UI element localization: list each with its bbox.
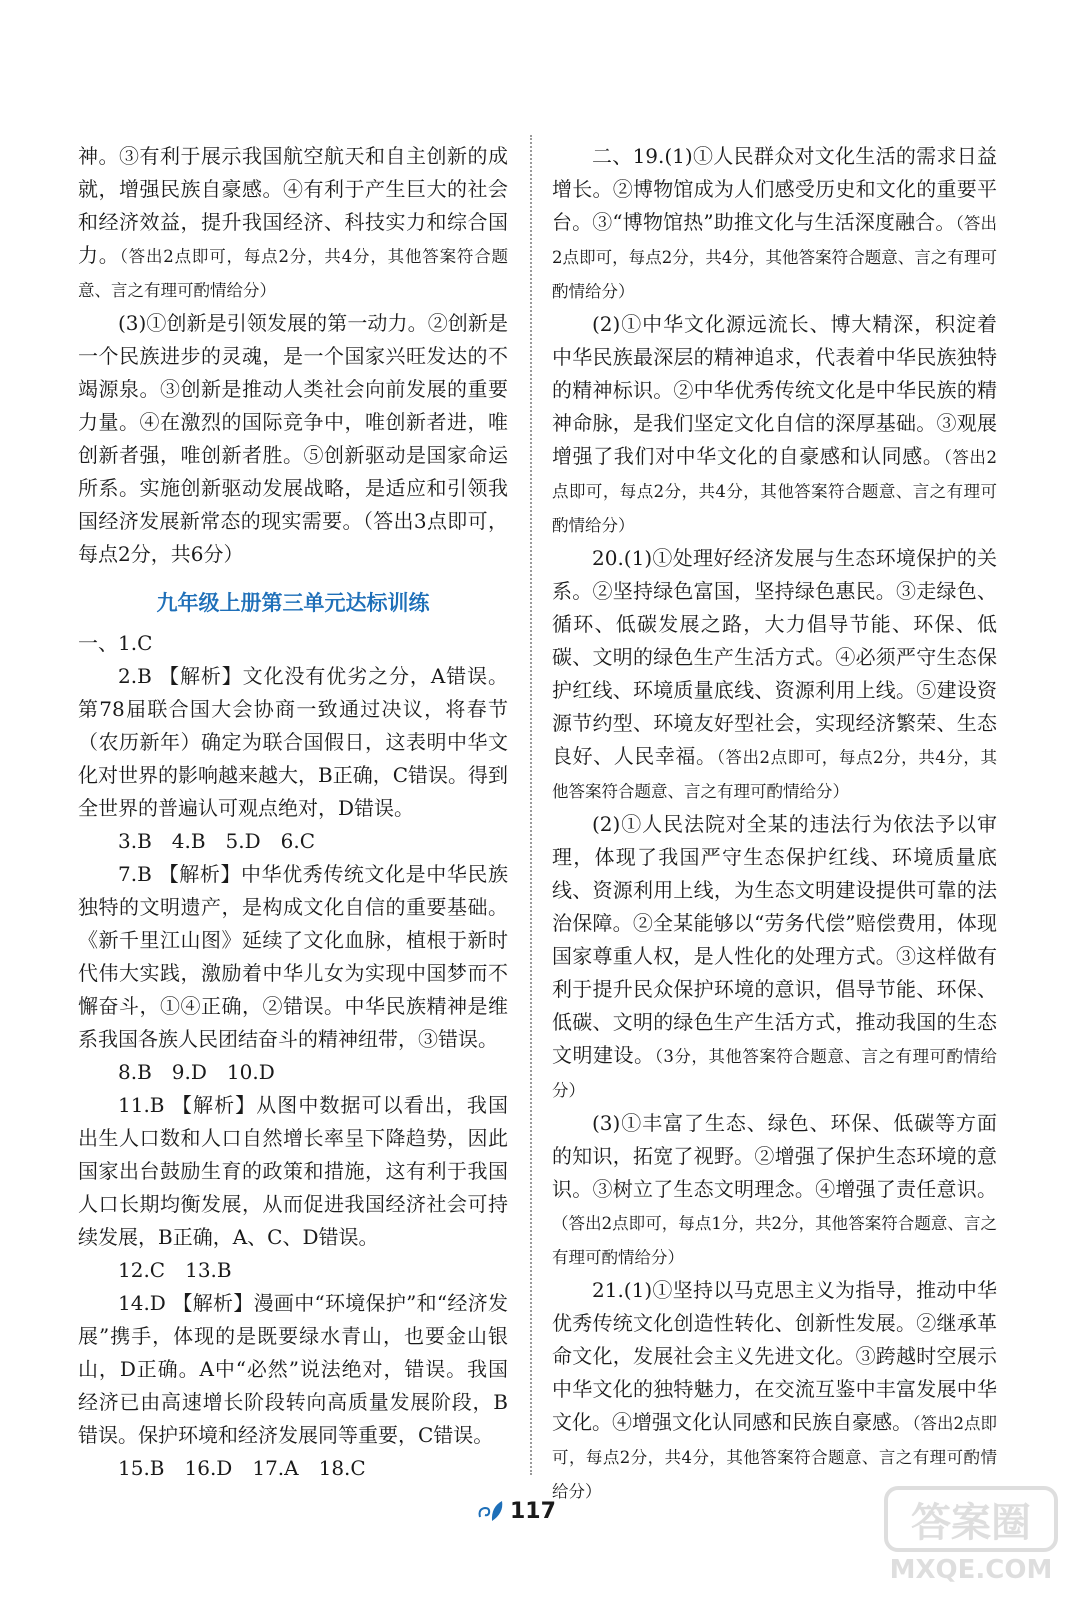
- answer-paragraph: 神。③有利于展示我国航空航天和自主创新的成就，增强民族自豪感。④有利于产生巨大的社会和经济效益，提升我国经济、科技实力和综合国力。（答出2点即可，每点2分，共4分，其他答案符合题意、言之有理可酌情给分）: [78, 144, 508, 300]
- answer-paragraph: (3)①丰富了生态、绿色、环保、低碳等方面的知识，拓宽了视野。②增强了保护生态环境的意识。③树立了生态文明理念。④增强了责任意识。（答出2点即可，每点1分，共2分，其他答案符合题意、言之有理可酌情给分）: [552, 1111, 997, 1267]
- answer-paragraph: (2)①人民法院对全某的违法行为依法予以审理，体现了我国严守生态保护红线、环境质量底线、资源利用上线，为生态文明建设提供可靠的法治保障。②全某能够以“劳务代偿”赔偿费用，体现国家尊重人权，是人性化的处理方式。③这样做有利于提升民众保护环境的意识，倡导节能、环保、低碳、文明的绿色生产生活方式，推动我国的生态文明建设。（3分，其他答案符合题意、言之有理可酌情给分）: [552, 812, 998, 1100]
- answer-line: 一、1.C: [78, 631, 153, 655]
- answer-paragraph: 二、19.(1)①人民群众对文化生活的需求日益增长。②博物馆成为人们感受历史和文化的重要平台。③“博物馆热”助推文化与生活深度融合。（答出2点即可，每点2分，共4分，其他答案符合题意、言之有理可酌情给分）: [552, 144, 998, 301]
- column-divider: [530, 135, 532, 1475]
- answer-line: 15.B 16.D 17.A 18.C: [118, 1456, 366, 1480]
- answer-paragraph: 14.D 【解析】漫画中“环境保护”和“经济发展”携手，体现的是既要绿水青山，也要金山银山，D正确。A中“必然”说法绝对，错误。我国经济已由高速增长阶段转向高质量发展阶段，B错误。保护环境和经济发展同等重要，C错误。: [78, 1291, 508, 1447]
- answer-paragraph: 21.(1)①坚持以马克思主义为指导，推动中华优秀传统文化创造性转化、创新性发展。②继承革命文化，发展社会主义先进文化。③跨越时空展示中华文化的独特魅力，在交流互鉴中丰富发展中华文化。④增强文化认同感和民族自豪感。（答出2点即可，每点2分，共4分，其他答案符合题意、言之有理可酌情给分）: [552, 1278, 998, 1501]
- section-title: 九年级上册第三单元达标训练: [156, 591, 430, 615]
- answer-paragraph: 2.B 【解析】文化没有优劣之分，A错误。第78届联合国大会协商一致通过决议，将春节（农历新年）确定为联合国假日，这表明中华文化对世界的影响越来越大，B正确，C错误。得到全世界的普遍认可观点绝对，D错误。: [78, 664, 508, 820]
- watermark-text: 答案圈: [911, 1500, 1031, 1546]
- answer-paragraph: 7.B 【解析】中华优秀传统文化是中华民族独特的文明遗产，是构成文化自信的重要基础。《新千里江山图》延续了文化血脉，植根于新时代伟大实践，激励着中华儿女为实现中国梦而不懈奋斗，①④正确，②错误。中华民族精神是维系我国各族人民团结奋斗的精神纽带，③错误。: [78, 862, 508, 1051]
- answer-paragraph: (3)①创新是引领发展的第一动力。②创新是一个民族进步的灵魂，是一个国家兴旺发达的不竭源泉。③创新是推动人类社会向前发展的重要力量。④在激烈的国际竞争中，唯创新者进，唯创新者强，唯创新者胜。⑤创新驱动是国家命运所系。实施创新驱动发展战略，是适应和引领我国经济发展新常态的现实需要。（答出3点即可，每点2分，共6分）: [78, 311, 508, 566]
- answer-paragraph: (2)①中华文化源远流长、博大精深，积淀着中华民族最深层的精神追求，代表着中华民族独特的精神标识。②中华优秀传统文化是中华民族的精神命脉，是我们坚定文化自信的深厚基础。③观展增强了我们对中华文化的自豪感和认同感。（答出2点即可，每点2分，共4分，其他答案符合题意、言之有理可酌情给分）: [552, 312, 998, 535]
- answer-paragraph: 20.(1)①处理好经济发展与生态环境保护的关系。②坚持绿色富国，坚持绿色惠民。③走绿色、循环、低碳发展之路，大力倡导节能、环保、低碳、文明的绿色生产生活方式。④必须严守生态保护红线、环境质量底线、资源利用上线。⑤建设资源节约型、环境友好型社会，实现经济繁荣、生态良好、人民幸福。（答出2点即可，每点2分，共4分，其他答案符合题意、言之有理可酌情给分）: [552, 546, 997, 801]
- answer-line: 3.B 4.B 5.D 6.C: [118, 829, 316, 853]
- left-column: [78, 140, 508, 1485]
- watermark-url: MXQE.COM: [889, 1555, 1053, 1585]
- answer-line: 8.B 9.D 10.D: [118, 1060, 275, 1084]
- watermark-logo: [880, 1470, 1065, 1590]
- answer-line: 12.C 13.B: [118, 1258, 232, 1282]
- leaf-swirl-icon: [476, 1497, 506, 1531]
- right-column: [552, 140, 997, 1508]
- answer-paragraph: 11.B 【解析】从图中数据可以看出，我国出生人口数和人口自然增长率呈下降趋势，因此国家出台鼓励生育的政策和措施，这有利于我国人口长期均衡发展，从而促进我国经济社会可持续发展，B正确，A、C、D错误。: [78, 1093, 508, 1249]
- page-number: 117: [510, 1499, 556, 1524]
